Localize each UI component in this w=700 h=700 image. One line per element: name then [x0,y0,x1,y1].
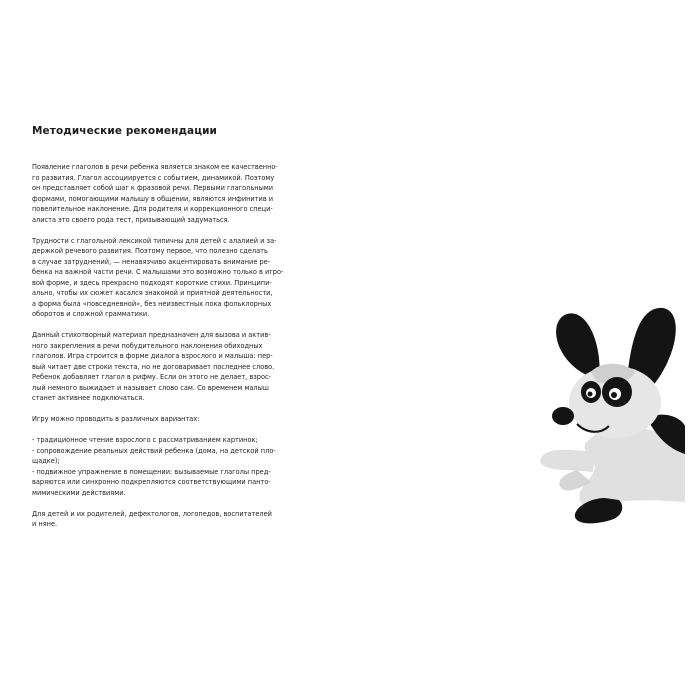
left-page [30,68,365,628]
text-line: бенка на важной части речи. С малышами это возможно только в игро- [32,268,284,276]
text-line: и няне. [32,520,58,528]
text-line: Появление глаголов в речи ребенка является знаком ее качественно- [32,163,278,171]
text-line: лый немного выжидает и называет слово сам. Со временем малыш [32,383,269,392]
text-line: Для детей и их родителей, дефектологов, логопедов, воспитателей [32,509,272,518]
text-line: оборотов и сложной грамматики. [32,310,150,318]
paragraph [32,414,294,425]
paragraph [32,236,294,320]
text-line: Данный стихотворный материал предназначен для вызова и актив- [32,331,271,339]
dog-nose [552,407,574,425]
text-line: в случае затруднений, — ненавязчиво акцентировать внимание ре- [32,257,271,266]
text-line: мимическими действиями. [32,488,126,497]
text-line: ного закрепления в речи побудительного наклонения обиходных [32,341,263,350]
text-line: - сопровождение реальных действий ребенка (дома, на детской пло- [32,446,276,455]
text-line: Трудности с глагольной лексикой типичны для детей с алалией и за- [32,236,277,245]
text-line: варяются или синхронно подкрепляются соответствующими панто- [32,478,271,486]
text-line: держкой речевого развития. Поэтому первое, что полезно сделать [32,247,268,255]
paragraph [32,509,294,530]
paragraph [32,435,294,498]
text-line: формами, помогающими малышу в общении, являются инфинитив и [32,194,274,203]
text-line: он представляет собой шаг к фразовой речи. Первыми глагольными [32,184,274,192]
text-line: Игру можно проводить в различных вариантах: [32,415,200,423]
text-line: а форма была «повседневной», без неизвестных пока фольклорных [32,299,272,308]
text-line: станет активнее подключаться. [32,394,145,402]
body-text [32,162,294,540]
right-page [365,68,682,628]
text-line: щадке); [32,457,60,465]
text-line: ально, чтобы их сюжет касался знакомой и приятной деятельности, [32,289,273,297]
page-heading: Методические рекомендации [32,125,218,137]
text-line: повелительное наклонение. Для родителя и коррекционного специ- [32,205,273,213]
paragraph [32,330,294,404]
text-line: вый читает две строки текста, но не договаривает последнее слово. [32,362,275,371]
text-line: алиста это своего рода тест, призывающий задуматься. [32,215,230,224]
cartoon-dog-illustration [535,302,685,532]
text-line: - традиционное чтение взрослого с рассматриванием картинок; [32,436,258,444]
paw-upper [540,450,595,472]
text-line: глаголов. Игра строится в форме диалога взрослого и малыша: пер- [32,352,273,360]
paragraph [32,162,294,225]
text-line: Ребенок добавляет глагол в рифму. Если он этого не делает, взрос- [32,373,271,381]
text-line: - подвижное упражнение в помещении: вызываемые глаголы пред- [32,467,271,476]
text-line: вой форме, и здесь прекрасно подходят короткие стихи. Принципи- [32,278,272,287]
book-spread [20,68,682,628]
text-line: го развития. Глагол ассоциируется с событием, динамикой. Поэтому [32,173,275,182]
